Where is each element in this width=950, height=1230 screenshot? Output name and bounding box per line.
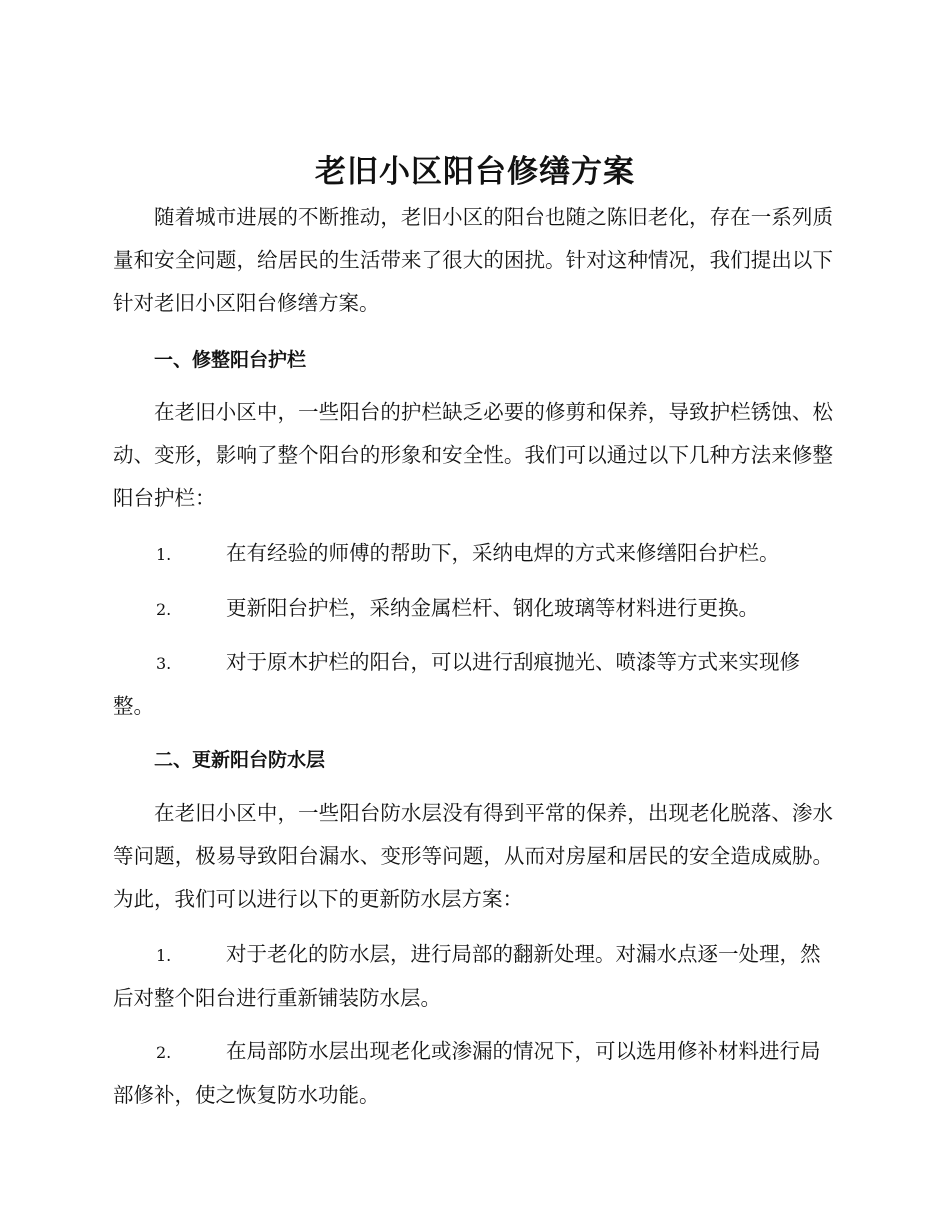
section-1-item-3 bbox=[113, 641, 833, 728]
list-item-text: 对于原木护栏的阳台，可以进行刮痕抛光、喷漆等方式来实现修整。 bbox=[113, 650, 800, 718]
list-item-text: 在有经验的师傅的帮助下，采纳电焊的方式来修缮阳台护栏。 bbox=[226, 541, 780, 565]
list-item-text: 在局部防水层出现老化或渗漏的情况下，可以选用修补材料进行局部修补，使之恢复防水功能。 bbox=[113, 1039, 821, 1107]
list-number: 3. bbox=[156, 654, 172, 673]
intro-paragraph: 随着城市进展的不断推动，老旧小区的阳台也随之陈旧老化，存在一系列质量和安全问题，给居民的生活带来了很大的困扰。针对这种情况，我们提出以下针对老旧小区阳台修缮方案。 bbox=[113, 205, 833, 315]
section-1-item-1 bbox=[113, 532, 833, 576]
section-2-item-2 bbox=[113, 1030, 833, 1117]
list-number: 2. bbox=[156, 1043, 172, 1062]
list-number: 2. bbox=[156, 600, 172, 619]
section-1-item-2 bbox=[113, 587, 833, 631]
section-1-heading: 一、修整阳台护栏 bbox=[154, 349, 307, 371]
document-title: 老旧小区阳台修缮方案 bbox=[315, 154, 635, 190]
list-number: 1. bbox=[156, 545, 172, 564]
list-number: 1. bbox=[156, 946, 172, 965]
section-2-body: 在老旧小区中，一些阳台防水层没有得到平常的保养，出现老化脱落、渗水等问题，极易导致阳台漏水、变形等问题，从而对房屋和居民的安全造成威胁。为此，我们可以进行以下的更新防水层方案： bbox=[113, 801, 833, 911]
list-item-text: 对于老化的防水层，进行局部的翻新处理。对漏水点逐一处理，然后对整个阳台进行重新铺装防水层。 bbox=[113, 942, 821, 1010]
section-2-item-1 bbox=[113, 933, 833, 1020]
section-1-body: 在老旧小区中，一些阳台的护栏缺乏必要的修剪和保养，导致护栏锈蚀、松动、变形，影响了整个阳台的形象和安全性。我们可以通过以下几种方法来修整阳台护栏： bbox=[113, 400, 833, 510]
list-item-text: 更新阳台护栏，采纳金属栏杆、钢化玻璃等材料进行更换。 bbox=[226, 596, 759, 620]
section-2-heading: 二、更新阳台防水层 bbox=[154, 749, 326, 771]
